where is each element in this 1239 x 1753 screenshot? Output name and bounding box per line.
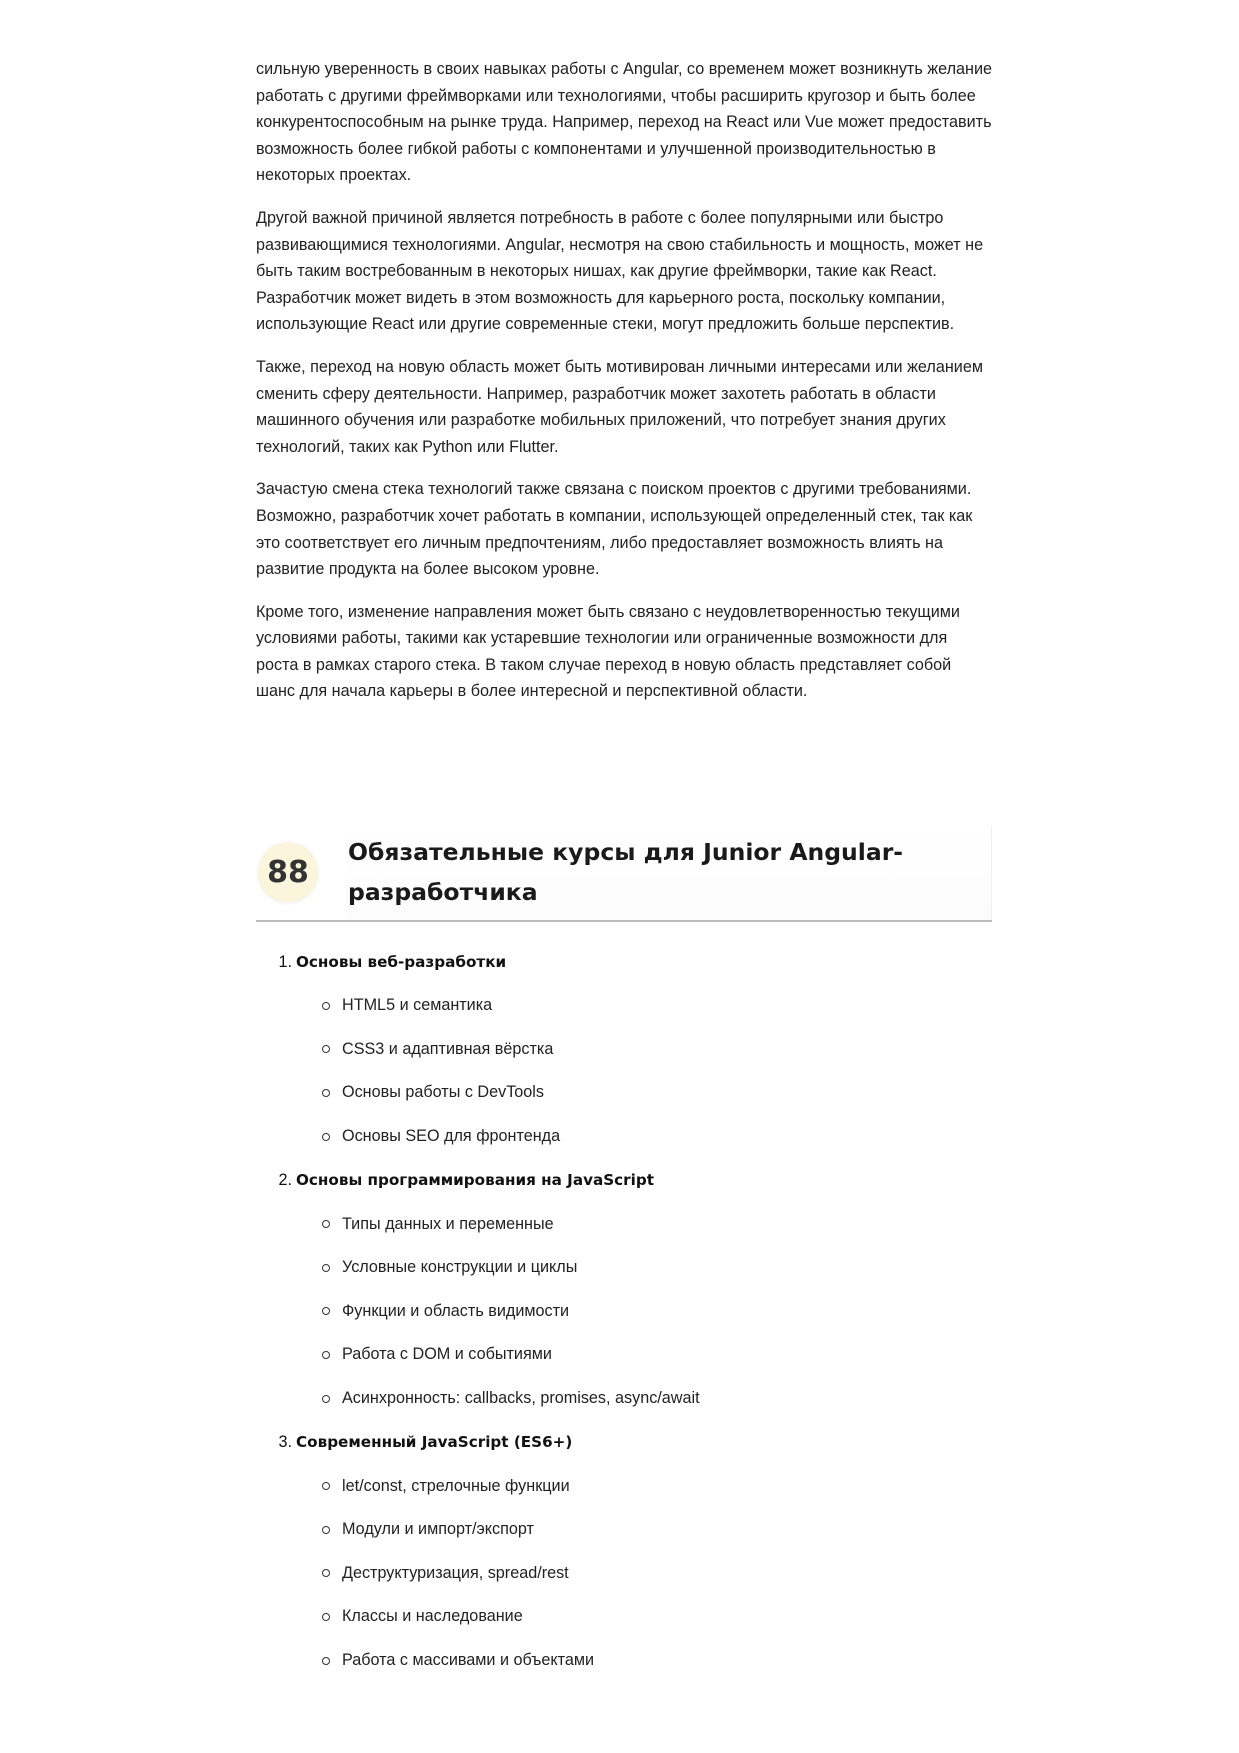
topic-label: Основы SEO для фронтенда	[342, 1127, 561, 1146]
course-number: 3.	[278, 1432, 292, 1451]
circle-bullet-icon	[322, 1220, 330, 1228]
circle-bullet-icon	[322, 1133, 330, 1141]
list-item	[256, 1464, 992, 1508]
topic-label: Работа с DOM и событиями	[342, 1345, 552, 1364]
circle-bullet-icon	[322, 1482, 330, 1490]
list-item	[256, 984, 992, 1028]
chapter-number-badge: 88	[258, 842, 318, 902]
course-number: 2.	[278, 1170, 292, 1189]
circle-bullet-icon	[322, 1307, 330, 1315]
paragraph: Другой важной причиной является потребность в работе с более популярными или быстро развивающимися технологиями. Angular, несмотря на свою стабильность и мощность, может не быть таким востребованным в некоторых нишах, как другие фреймворки, такие как React. Разработчик может видеть в этом возможность для карьерного роста, поскольку компании, использующие React или другие современные стеки, могут предложить больше перспектив.	[256, 208, 984, 334]
course-list	[256, 940, 992, 1682]
circle-bullet-icon	[322, 1045, 330, 1053]
topic-list	[256, 984, 992, 1158]
list-item	[256, 1115, 992, 1159]
circle-bullet-icon	[322, 1351, 330, 1359]
topic-label: Функции и область видимости	[342, 1301, 570, 1320]
topic-label: Работа с массивами и объектами	[342, 1651, 595, 1670]
topic-label: Деструктуризация, spread/rest	[342, 1563, 569, 1582]
chapter-title: Обязательные курсы для Junior Angular-разработчика	[348, 838, 904, 906]
list-item	[256, 1071, 992, 1115]
topic-label: Основы работы с DevTools	[342, 1083, 544, 1102]
list-item	[256, 1508, 992, 1552]
chapter-divider	[256, 920, 992, 922]
course-item	[256, 940, 992, 1158]
list-item	[256, 1595, 992, 1639]
paragraph: Кроме того, изменение направления может быть связано с неудовлетворенностью текущими условиями работы, такими как устаревшие технологии или ограниченные возможности для роста в рамках старого стека. В таком случае переход в новую область представляет собой шанс для начала карьеры в более интересной и перспективной области.	[256, 602, 960, 701]
topic-label: HTML5 и семантика	[342, 996, 493, 1015]
course-title: Современный JavaScript (ES6+)	[296, 1433, 573, 1452]
circle-bullet-icon	[322, 1526, 330, 1534]
chapter-heading	[256, 826, 992, 922]
list-item	[256, 1333, 992, 1377]
topic-label: Классы и наследование	[342, 1607, 523, 1626]
circle-bullet-icon	[322, 1657, 330, 1665]
course-number: 1.	[278, 952, 292, 971]
course-title: Основы веб-разработки	[296, 953, 507, 971]
topic-label: Асинхронность: callbacks, promises, async/await	[342, 1389, 700, 1408]
list-item	[256, 1028, 992, 1072]
circle-bullet-icon	[322, 1395, 330, 1403]
circle-bullet-icon	[322, 1089, 330, 1097]
course-title: Основы программирования на JavaScript	[296, 1171, 654, 1190]
course-item	[256, 1420, 992, 1682]
paragraph: сильную уверенность в своих навыках работы с Angular, со временем может возникнуть желание работать с другими фреймворками или технологиями, чтобы расширить кругозор и быть более конкурентоспособным на рынке труда. Например, переход на React или Vue может предоставить возможность более гибкой работы с компонентами и улучшенной производительностью в некоторых проектах.	[256, 60, 992, 185]
course-heading	[256, 1158, 992, 1202]
topic-list	[256, 1202, 992, 1420]
circle-bullet-icon	[322, 1569, 330, 1577]
list-item	[256, 1290, 992, 1334]
course-item	[256, 1158, 992, 1420]
circle-bullet-icon	[322, 1613, 330, 1621]
topic-label: Условные конструкции и циклы	[342, 1258, 578, 1277]
topic-list	[256, 1464, 992, 1682]
topic-label: Модули и импорт/экспорт	[342, 1520, 534, 1539]
topic-label: CSS3 и адаптивная вёрстка	[342, 1039, 554, 1058]
circle-bullet-icon	[322, 1002, 330, 1010]
topic-label: let/const, стрелочные функции	[342, 1476, 570, 1495]
paragraph: Также, переход на новую область может быть мотивирован личными интересами или желанием сменить сферу деятельности. Например, разработчик может захотеть работать в области машинного обучения или разработке мобильных приложений, что потребует знания других технологий, таких как Python или Flutter.	[256, 357, 983, 456]
list-item	[256, 1639, 992, 1683]
list-item	[256, 1246, 992, 1290]
course-heading	[256, 940, 992, 984]
list-item	[256, 1202, 992, 1246]
list-item	[256, 1552, 992, 1596]
article-body	[256, 56, 992, 721]
paragraph: Зачастую смена стека технологий также связана с поиском проектов с другими требованиями. Возможно, разработчик хочет работать в компании, использующей определенный стек, так как это соответствует его личным предпочтениям, либо предоставляет возможность влиять на развитие продукта на более высоком уровне.	[256, 480, 973, 579]
course-heading	[256, 1420, 992, 1464]
topic-label: Типы данных и переменные	[342, 1214, 554, 1233]
circle-bullet-icon	[322, 1264, 330, 1272]
list-item	[256, 1377, 992, 1421]
